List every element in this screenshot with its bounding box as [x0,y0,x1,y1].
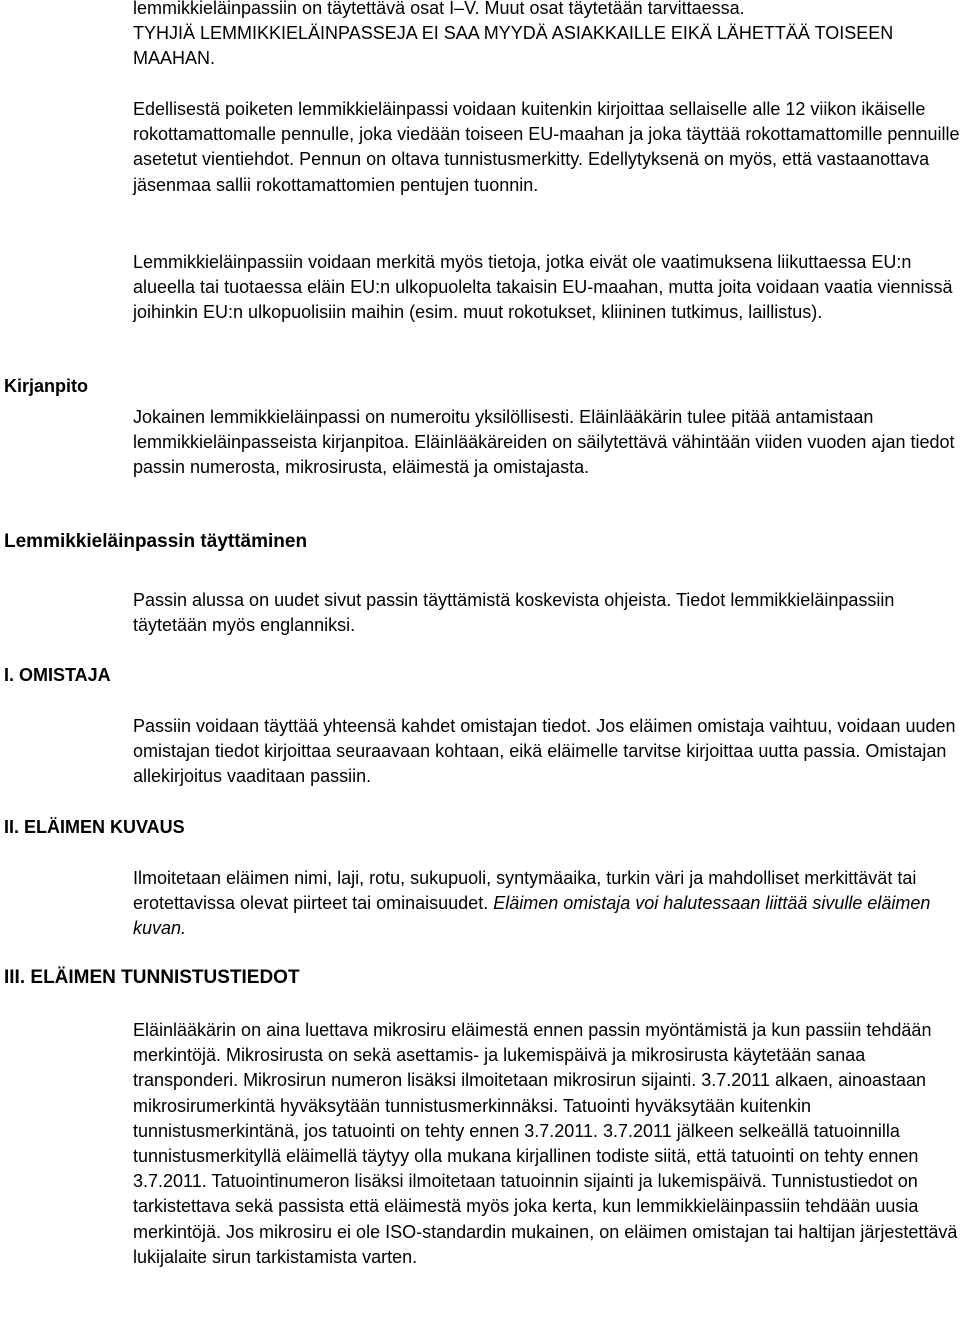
kirjanpito-paragraph: Jokainen lemmikkieläinpassi on numeroitu yksilöllisesti. Eläinlääkärin tulee pitää antamistaan lemmikkieläinpasseista kirjanpitoa. Eläinlääkäreiden on säilytettävä vähintään viiden vuoden ajan tiedot passin numerosta, mikrosirusta, eläimestä ja omistajasta. [133,407,955,478]
description-heading: II. ELÄIMEN KUVAUS [4,817,185,837]
owner-heading: I. OMISTAJA [4,665,111,685]
kirjanpito-heading: Kirjanpito [4,376,88,396]
identification-heading: III. ELÄIMEN TUNNISTUSTIEDOT [4,967,300,988]
extra-info-paragraph: Lemmikkieläinpassiin voidaan merkitä myös tietoja, jotka eivät ole vaatimuksena liikuttaessa EU:n alueella tai tuotaessa eläin EU:n ulkopuolelta takaisin EU-maahan, mutta joita voidaan vaatia viennissä joihinkin EU:n ulkopuolisiin maihin (esim. muut rokotukset, kliininen tutkimus, laillistus). [133,252,953,323]
exception-paragraph: Edellisestä poiketen lemmikkieläinpassi voidaan kuitenkin kirjoittaa sellaiselle alle 12 viikon ikäiselle rokottamattomalle pennulle, joka viedään toiseen EU-maahan ja joka täyttää rokottamattomille pennuille asetetut vientiehdot. Pennun on oltava tunnistusmerkitty. Edellytyksenä on myös, että vastaanottava jäsenmaa sallii rokottamattomien pentujen tuonnin. [133,99,960,195]
intro-paragraph [133,0,960,72]
description-paragraph [133,866,960,942]
filling-heading: Lemmikkieläinpassin täyttäminen [4,531,308,552]
intro-text: lemmikkieläinpassiin on täytettävä osat I–V. Muut osat täytetään tarvittaessa. [133,0,745,18]
description-italic-text: Eläimen omistaja voi halutessaan liittää sivulle eläimen kuvan. [133,893,931,939]
description-text: Ilmoitetaan eläimen nimi, laji, rotu, sukupuoli, syntymäaika, turkin väri ja mahdolliset merkittävät tai erotettavissa olevat piirteet tai ominaisuudet. [133,868,917,914]
identification-paragraph: Eläinlääkärin on aina luettava mikrosiru eläimestä ennen passin myöntämistä ja kun passiin tehdään merkintöjä. Mikrosirusta on sekä asettamis- ja lukemispäivä ja mikrosirusta käytetään sanaa transponderi. Mikrosirun numeron lisäksi ilmoitetaan mikrosirun sijainti. 3.7.2011 alkaen, ainoastaan mikrosirumerkintä hyväksytään tunnistusmerkinnäksi. Tatuointi hyväksytään kuitenkin tunnistusmerkintänä, jos tatuointi on tehty ennen 3.7.2011. 3.7.2011 jälkeen selkeällä tatuoinnilla tunnistusmerkityllä eläimellä täytyy olla mukana kirjallinen todiste siitä, että tatuointi on tehty ennen 3.7.2011. Tatuointinumeron lisäksi ilmoitetaan tatuoinnin sijainti ja lukemispäivä. Tunnistustiedot on tarkistettava sekä passista että eläimestä myös joka kerta, kun lemmikkieläinpassiin tehdään uusia merkintöjä. Jos mikrosiru ei ole ISO-standardin mukainen, on eläimen omistajan tai haltijan järjestettävä lukijalaite sirun tarkistamista varten. [133,1020,958,1267]
filling-paragraph: Passin alussa on uudet sivut passin täyttämistä koskevista ohjeista. Tiedot lemmikkieläinpassiin täytetään myös englanniksi. [133,590,895,636]
warning-text: TYHJIÄ LEMMIKKIELÄINPASSEJA EI SAA MYYDÄ ASIAKKAILLE EIKÄ LÄHETTÄÄ TOISEEN MAAHAN. [133,23,894,69]
owner-paragraph: Passiin voidaan täyttää yhteensä kahdet omistajan tiedot. Jos eläimen omistaja vaihtuu, voidaan uuden omistajan tiedot kirjoittaa seuraavaan kohtaan, eikä eläimelle tarvitse kirjoittaa uutta passia. Omistajan allekirjoitus vaaditaan passiin. [133,716,956,787]
